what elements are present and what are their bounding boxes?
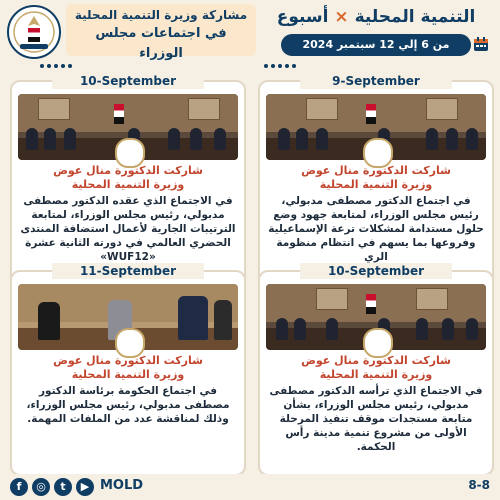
card-text: [268, 354, 484, 466]
decor-dots-right: [264, 64, 296, 68]
date-range-pill: [281, 34, 471, 56]
decor-dots-left: [40, 64, 72, 68]
meeting-card: [258, 264, 494, 476]
page-number: 8-8: [468, 478, 490, 492]
card-description: في الاجتماع الذي ترأسه الدكتور مصطفى مدبولي، رئيس مجلس الوزراء، بشأن متابعة مستجدات موقف تنفيذ المرحلة الأولى من مشروع تنمية مدينة رأس الحكمة.: [269, 385, 483, 453]
meeting-card: [258, 74, 494, 286]
participation-line1: مشاركة وزيرة التنمية المحلية: [74, 8, 248, 22]
participation-title: [72, 6, 250, 64]
card-date: 10-September: [300, 263, 452, 279]
weekly-header: [260, 6, 492, 56]
card-text: [268, 164, 484, 276]
card-who-line2: وزيرة التنمية المحلية: [319, 178, 433, 191]
facebook-icon[interactable]: f: [10, 478, 28, 496]
card-who-line2: وزيرة التنمية المحلية: [319, 368, 433, 381]
footer: [0, 474, 500, 500]
social-handle: MOLD: [100, 478, 144, 493]
youtube-icon[interactable]: ▶: [76, 478, 94, 496]
weekly-title-word: أسبوع: [276, 7, 329, 27]
meeting-card: [10, 264, 246, 476]
card-date: 10-September: [52, 73, 204, 89]
instagram-icon[interactable]: ◎: [32, 478, 50, 496]
calendar-icon: [473, 36, 489, 52]
card-text: [20, 164, 236, 276]
card-text: [20, 354, 236, 466]
weekly-title: [260, 6, 492, 28]
card-who-line1: شاركت الدكتورة منال عوض: [53, 354, 203, 367]
card-date: 11-September: [52, 263, 204, 279]
card-date: 9-September: [300, 73, 452, 89]
date-range-text: من 6 إلي 12 سبتمبر 2024: [302, 38, 450, 51]
card-who-line2: وزيرة التنمية المحلية: [71, 178, 185, 191]
ministry-emblem-icon: [6, 4, 62, 60]
participation-line2: في اجتماعات مجلس الوزراء: [95, 26, 227, 61]
meeting-card: [10, 74, 246, 286]
card-who-line1: شاركت الدكتورة منال عوض: [53, 164, 203, 177]
weekly-title-main: التنمية المحلية: [354, 7, 476, 27]
card-who-line1: شاركت الدكتورة منال عوض: [301, 164, 451, 177]
twitter-icon[interactable]: t: [54, 478, 72, 496]
card-description: في اجتماع الدكتور مصطفى مدبولي، رئيس مجلس الوزراء، لمتابعة جهود وضع حلول مستدامة لمشكلات ترعة الإسماعيلية وفروعها بما يسهم في انتظام منظومة الري: [268, 195, 484, 263]
card-description: في الاجتماع الذي عقده الدكتور مصطفى مدبولي، رئيس مجلس الوزراء، لمتابعة الترتيبات الجارية لأعمال استضافة المنتدى الحضري العالمي في دورته الثانية عشرة «WUF12»: [20, 195, 236, 263]
card-who-line1: شاركت الدكتورة منال عوض: [301, 354, 451, 367]
card-who-line2: وزيرة التنمية المحلية: [71, 368, 185, 381]
card-description: في اجتماع الحكومة برئاسة الدكتور مصطفى مدبولي، رئيس مجلس الوزراء، وذلك لمناقشة عدد من الملفات المهمة.: [26, 385, 230, 425]
weekly-title-x: ×: [334, 7, 349, 27]
